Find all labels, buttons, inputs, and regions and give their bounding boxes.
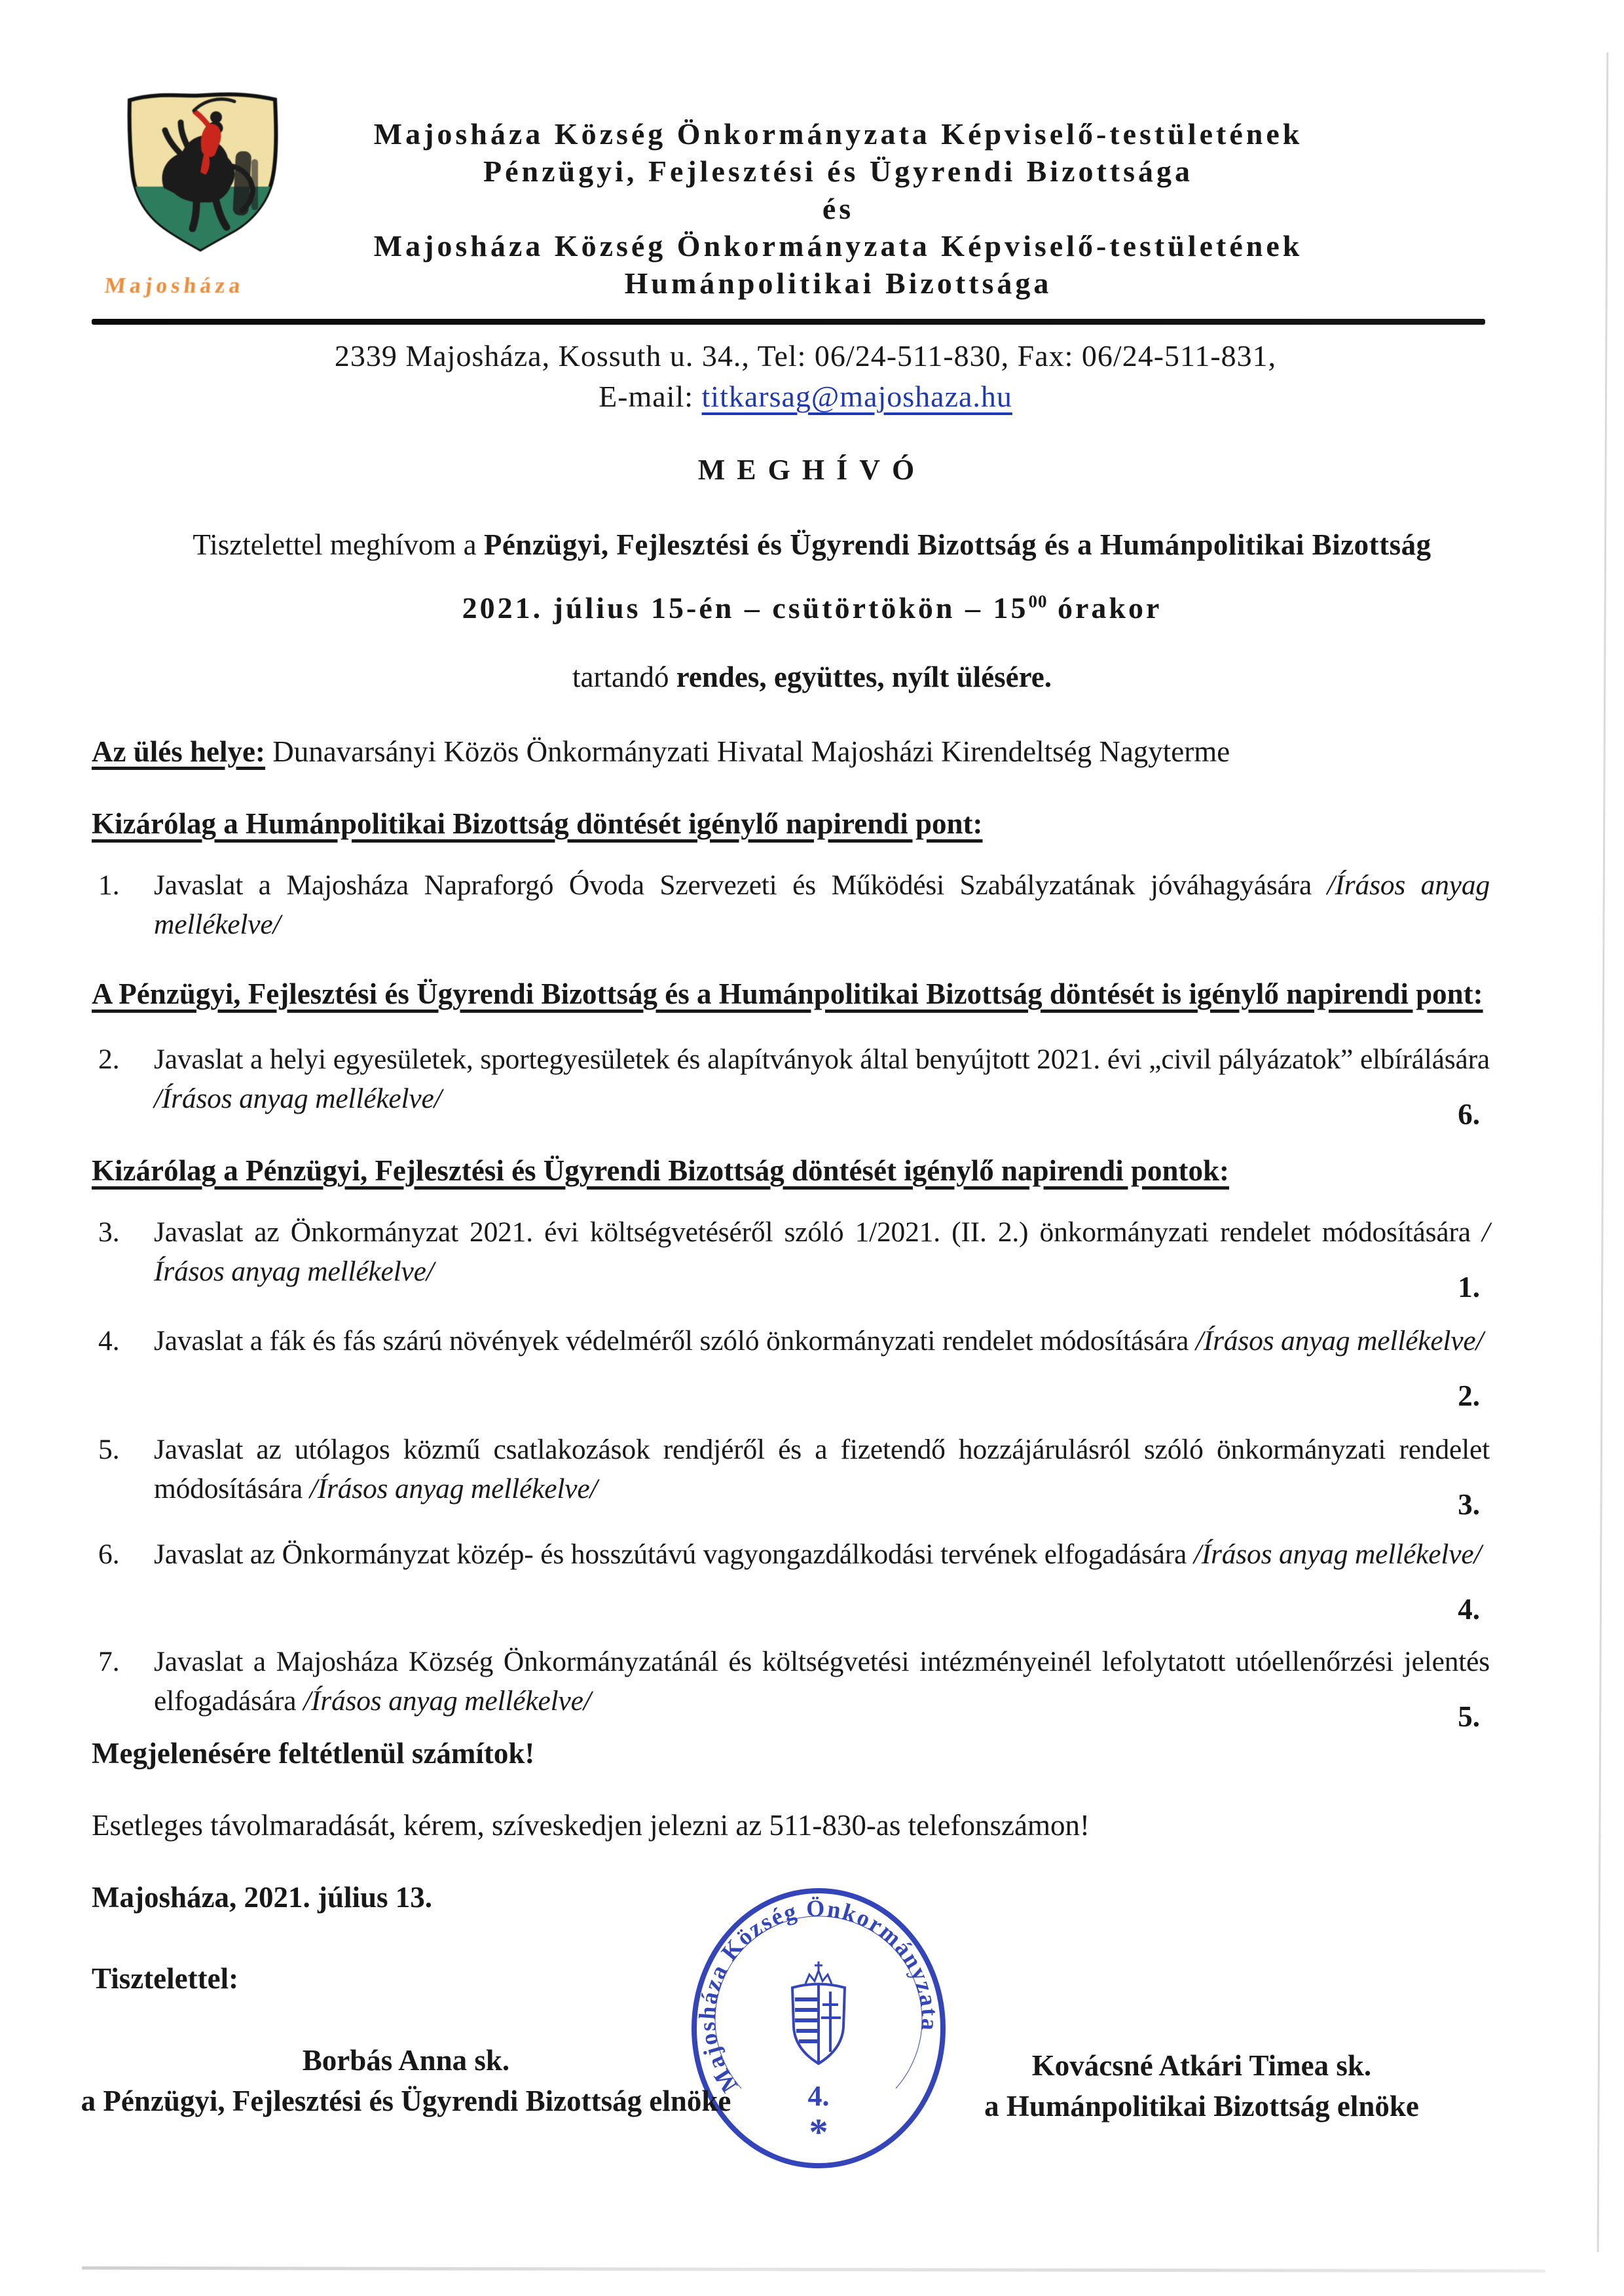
stamp-center-coat-of-arms bbox=[792, 1961, 845, 2064]
signature-block-right bbox=[979, 2047, 1424, 2125]
agenda-item bbox=[98, 866, 1490, 944]
agenda-item bbox=[98, 1040, 1490, 1131]
section-heading-text: Kizárólag a Pénzügyi, Fejlesztési és Ügyrendi Bizottság döntését igénylő napirendi pontok: bbox=[92, 1154, 1230, 1187]
agenda-item-attachment-note: /Írásos anyag mellékelve/ bbox=[154, 1083, 442, 1114]
meeting-datetime bbox=[0, 591, 1624, 625]
scan-artifact-bottom-line bbox=[82, 2267, 1545, 2273]
address-line: 2339 Majosháza, Kossuth u. 34., Tel: 06/24-511-830, Fax: 06/24-511-831, bbox=[334, 339, 1277, 373]
agenda-item-number: 4. bbox=[98, 1325, 120, 1357]
email-label: E-mail: bbox=[599, 380, 702, 413]
stamp-ring-textpath: Majosháza Község Önkormányzata bbox=[693, 1895, 944, 2098]
location-label: Az ülés helye: bbox=[92, 735, 265, 768]
closing-absence-line: Esetleges távolmaradását, kérem, szíveskedjen jelezni az 511-830-as telefonszámon! bbox=[92, 1809, 1090, 1842]
official-round-stamp bbox=[686, 1884, 951, 2175]
logo-caption: Majosháza bbox=[103, 274, 246, 298]
agenda-item-attachment-note: /Írásos anyag mellékelve/ bbox=[309, 1473, 598, 1504]
majoshaza-coat-of-arms-logo bbox=[103, 88, 288, 308]
signatory-title: a Pénzügyi, Fejlesztési és Ügyrendi Bizottság elnöke bbox=[81, 2085, 731, 2117]
stamp-number: 4. bbox=[807, 2080, 830, 2112]
scan-artifact-vertical-line bbox=[1597, 52, 1609, 2252]
agenda-item-number: 6. bbox=[98, 1539, 120, 1570]
section-heading-text: A Pénzügyi, Fejlesztési és Ügyrendi Bizottság és a Humánpolitikai Bizottság döntését is igénylő napirendi pont: bbox=[92, 977, 1483, 1010]
agenda-item-attachment-note: /Írásos anyag mellékelve/ bbox=[1193, 1539, 1482, 1570]
agenda-item-ref-number: 1. bbox=[1458, 1271, 1480, 1303]
agenda-item-number: 3. bbox=[98, 1216, 120, 1248]
agenda-item-number: 7. bbox=[98, 1646, 120, 1677]
agenda-item-text bbox=[154, 1535, 1490, 1574]
org-line: Pénzügyi, Fejlesztési és Ügyrendi Bizottsága bbox=[483, 155, 1194, 188]
agenda-item bbox=[98, 1535, 1490, 1626]
section-heading-penzugyi bbox=[92, 1154, 1506, 1188]
agenda-item-main-text: Javaslat az Önkormányzat 2021. évi költségvetéséről szóló 1/2021. (II. 2.) önkormányzati rendelet módosítására bbox=[154, 1216, 1483, 1248]
agenda-item-main-text: Javaslat a Majosháza Napraforgó Óvoda Szervezeti és Működési Szabályzatának jóváhagyására bbox=[154, 869, 1327, 901]
datetime-main: 2021. július 15-én – csütörtökön – 15 bbox=[462, 591, 1029, 625]
meeting-location-line bbox=[92, 735, 1506, 769]
email-link[interactable]: titkarsag@majoshaza.hu bbox=[701, 380, 1012, 413]
agenda-item-text bbox=[154, 866, 1490, 944]
header-divider-rule bbox=[92, 319, 1485, 325]
stamp-star: * bbox=[809, 2111, 828, 2153]
agenda-item-main-text: Javaslat a fák és fás szárú növények védelméről szóló önkormányzati rendelet módosítására bbox=[154, 1325, 1196, 1357]
agenda-item-ref-number: 5. bbox=[1458, 1700, 1480, 1733]
org-line: Majosháza Község Önkormányzata Képviselő-testületének bbox=[373, 117, 1303, 151]
agenda-item bbox=[98, 1430, 1490, 1521]
signature-block-left bbox=[65, 2041, 747, 2120]
agenda-item-attachment-note: /Írásos anyag mellékelve/ bbox=[1195, 1325, 1484, 1357]
agenda-item bbox=[98, 1642, 1490, 1733]
datetime-tail: órakor bbox=[1047, 591, 1162, 625]
intro-normal: Tisztelettel meghívom a bbox=[193, 528, 484, 561]
org-line: Humánpolitikai Bizottsága bbox=[624, 266, 1052, 300]
agenda-item-attachment-note: /Írásos anyag mellékelve/ bbox=[154, 1216, 1490, 1287]
agenda-item bbox=[98, 1321, 1490, 1412]
agenda-item-text bbox=[154, 1321, 1490, 1360]
closing-attendance-line: Megjelenésére feltétlenül számítok! bbox=[92, 1737, 535, 1770]
agenda-item-number: 2. bbox=[98, 1044, 120, 1075]
agenda-item-ref-number: 4. bbox=[1458, 1593, 1480, 1626]
agenda-item-ref-number: 6. bbox=[1458, 1098, 1480, 1131]
agenda-item-attachment-note: /Írásos anyag mellékelve/ bbox=[303, 1685, 591, 1717]
signatory-name: Borbás Anna sk. bbox=[302, 2044, 510, 2077]
email-line bbox=[65, 377, 1545, 416]
agenda-item-attachment-note: /Írásos anyag mellékelve/ bbox=[154, 869, 1490, 940]
agenda-item bbox=[98, 1212, 1490, 1303]
section-heading-text: Kizárólag a Humánpolitikai Bizottság döntését igénylő napirendi pont: bbox=[92, 807, 983, 840]
session-bold: rendes, együttes, nyílt ülésére. bbox=[676, 661, 1052, 693]
section-heading-humanpolitikai bbox=[92, 807, 1506, 841]
document-title: MEGHÍVÓ bbox=[697, 454, 927, 486]
agenda-item-text bbox=[154, 1430, 1490, 1508]
signatory-title: a Humánpolitikai Bizottság elnöke bbox=[984, 2090, 1419, 2123]
org-line: és bbox=[822, 192, 855, 225]
letterhead-org-block bbox=[282, 115, 1395, 302]
agenda-item-ref-number: 3. bbox=[1458, 1488, 1480, 1521]
intro-committees: Pénzügyi, Fejlesztési és Ügyrendi Bizottság és a Humánpolitikai Bizottság bbox=[483, 528, 1431, 561]
session-normal: tartandó bbox=[572, 661, 676, 693]
agenda-item-text bbox=[154, 1212, 1490, 1291]
closing-date-place: Majosháza, 2021. július 13. bbox=[92, 1881, 433, 1914]
signatory-name: Kovácsné Atkári Timea sk. bbox=[1031, 2049, 1372, 2082]
session-type-line bbox=[0, 660, 1624, 694]
location-value: Dunavarsányi Közös Önkormányzati Hivatal Majosházi Kirendeltség Nagyterme bbox=[265, 735, 1230, 768]
org-line: Majosháza Község Önkormányzata Képviselő-testületének bbox=[373, 229, 1303, 263]
agenda-item-main-text: Javaslat az Önkormányzat közép- és hosszútávú vagyongazdálkodási tervének elfogadására bbox=[154, 1539, 1194, 1570]
agenda-item-main-text: Javaslat a Majosháza Község Önkormányzatánál és költségvetési intézményeinél lefolytatott utóellenőrzési jelentés elfogadására bbox=[154, 1646, 1490, 1717]
agenda-item-ref-number: 2. bbox=[1458, 1379, 1480, 1412]
agenda-item-main-text: Javaslat a helyi egyesületek, sportegyesületek és alapítványok által benyújtott 2021. évi „civil pályázatok” elbírálására bbox=[154, 1044, 1490, 1075]
agenda-item-text bbox=[154, 1642, 1490, 1721]
agenda-item-text bbox=[154, 1040, 1490, 1118]
agenda-item-number: 5. bbox=[98, 1434, 120, 1465]
scan-smudge-2 bbox=[251, 159, 258, 210]
agenda-item-number: 1. bbox=[98, 869, 120, 901]
scan-smudge bbox=[232, 151, 251, 215]
section-heading-joint bbox=[92, 977, 1506, 1011]
invitation-intro bbox=[0, 528, 1624, 562]
closing-salutation: Tisztelettel: bbox=[92, 1962, 239, 1995]
datetime-superscript: 00 bbox=[1028, 591, 1048, 611]
agenda-item-main-text: Javaslat az utólagos közmű csatlakozások rendjéről és a fizetendő hozzájárulásról szóló önkormányzati rendelet módosítására bbox=[154, 1434, 1490, 1504]
